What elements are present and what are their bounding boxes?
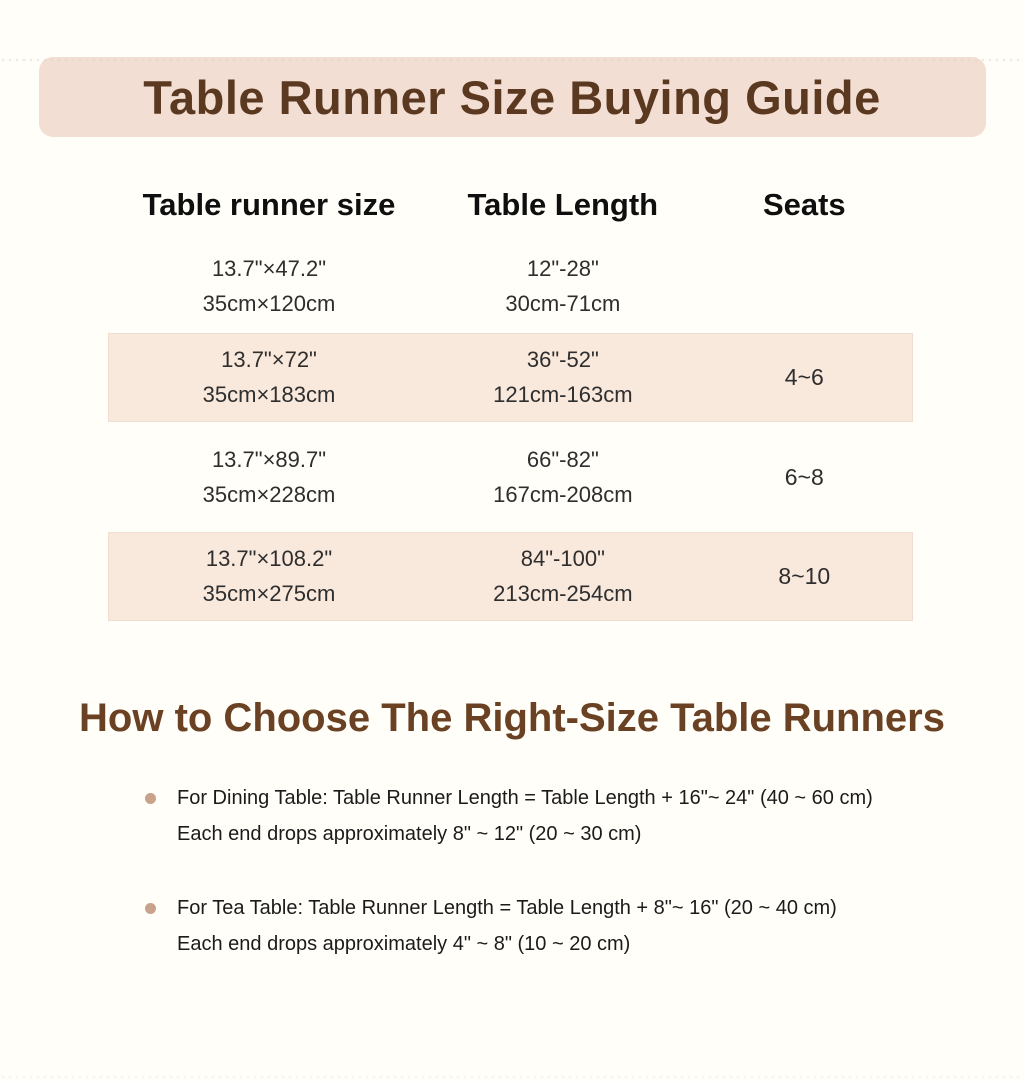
guide-list bbox=[145, 785, 1024, 957]
seats-value: 8~10 bbox=[778, 563, 831, 589]
seats-cell bbox=[696, 565, 913, 588]
page-title: Table Runner Size Buying Guide bbox=[143, 70, 881, 124]
runner-size-inches: 13.7"×72" bbox=[221, 347, 317, 372]
table-length-cm: 30cm-71cm bbox=[505, 291, 621, 316]
table-length-inches: 36"-52" bbox=[526, 347, 599, 372]
table-length-inches: 12"-28" bbox=[526, 256, 599, 281]
halftone-bottom-decoration bbox=[0, 1074, 1024, 1081]
runner-size-inches: 13.7"×89.7" bbox=[211, 446, 327, 472]
runner-size-inches: 13.7"×108.2" bbox=[205, 546, 333, 571]
table-row bbox=[108, 333, 913, 422]
runner-size-cell bbox=[108, 548, 430, 605]
runner-size-cell bbox=[108, 258, 430, 315]
table-header-row bbox=[108, 170, 913, 240]
size-guide-table bbox=[108, 170, 913, 621]
table-length-cell bbox=[430, 349, 696, 406]
runner-size-cm: 35cm×120cm bbox=[202, 291, 336, 316]
table-length-cell bbox=[430, 446, 696, 507]
runner-size-cm: 35cm×183cm bbox=[202, 382, 336, 407]
table-length-inches: 66"-82" bbox=[526, 446, 599, 472]
runner-size-inches: 13.7"×47.2" bbox=[211, 256, 327, 281]
table-row bbox=[108, 422, 913, 532]
table-length-cm: 213cm-254cm bbox=[493, 581, 633, 606]
column-header-seats: Seats bbox=[762, 187, 846, 222]
table-length-cell bbox=[430, 258, 696, 315]
column-header-runner-size: Table runner size bbox=[142, 187, 396, 222]
table-length-cm: 167cm-208cm bbox=[493, 481, 633, 507]
runner-size-cm: 35cm×228cm bbox=[202, 481, 336, 507]
table-row bbox=[108, 532, 913, 621]
bullet-dot-icon bbox=[145, 793, 156, 804]
table-length-cm: 121cm-163cm bbox=[493, 382, 633, 407]
runner-size-cell bbox=[108, 349, 430, 406]
section-title: How to Choose The Right-Size Table Runners bbox=[79, 696, 945, 740]
seats-value: 4~6 bbox=[784, 364, 824, 390]
table-row bbox=[108, 240, 913, 333]
table-length-inches: 84"-100" bbox=[520, 546, 605, 571]
halftone-top-decoration bbox=[0, 57, 1024, 64]
runner-size-cell bbox=[108, 446, 430, 507]
guide-item-drop: Each end drops approximately 8" ~ 12" (20 ~ 30 cm) bbox=[177, 823, 642, 845]
guide-item-drop: Each end drops approximately 4" ~ 8" (10 ~ 20 cm) bbox=[177, 933, 631, 955]
seats-cell bbox=[696, 366, 913, 389]
runner-size-cm: 35cm×275cm bbox=[202, 581, 336, 606]
title-band bbox=[39, 57, 986, 137]
seats-value: 6~8 bbox=[784, 463, 824, 490]
seats-cell bbox=[696, 463, 913, 490]
bullet-dot-icon bbox=[145, 903, 156, 914]
guide-item-rule: For Dining Table: Table Runner Length = Table Length + 16"~ 24" (40 ~ 60 cm) bbox=[177, 787, 873, 809]
table-length-cell bbox=[430, 548, 696, 605]
guide-item-rule: For Tea Table: Table Runner Length = Table Length + 8"~ 16" (20 ~ 40 cm) bbox=[177, 897, 837, 919]
list-item bbox=[145, 895, 1024, 957]
list-item bbox=[145, 785, 1024, 847]
column-header-table-length: Table Length bbox=[467, 187, 659, 222]
